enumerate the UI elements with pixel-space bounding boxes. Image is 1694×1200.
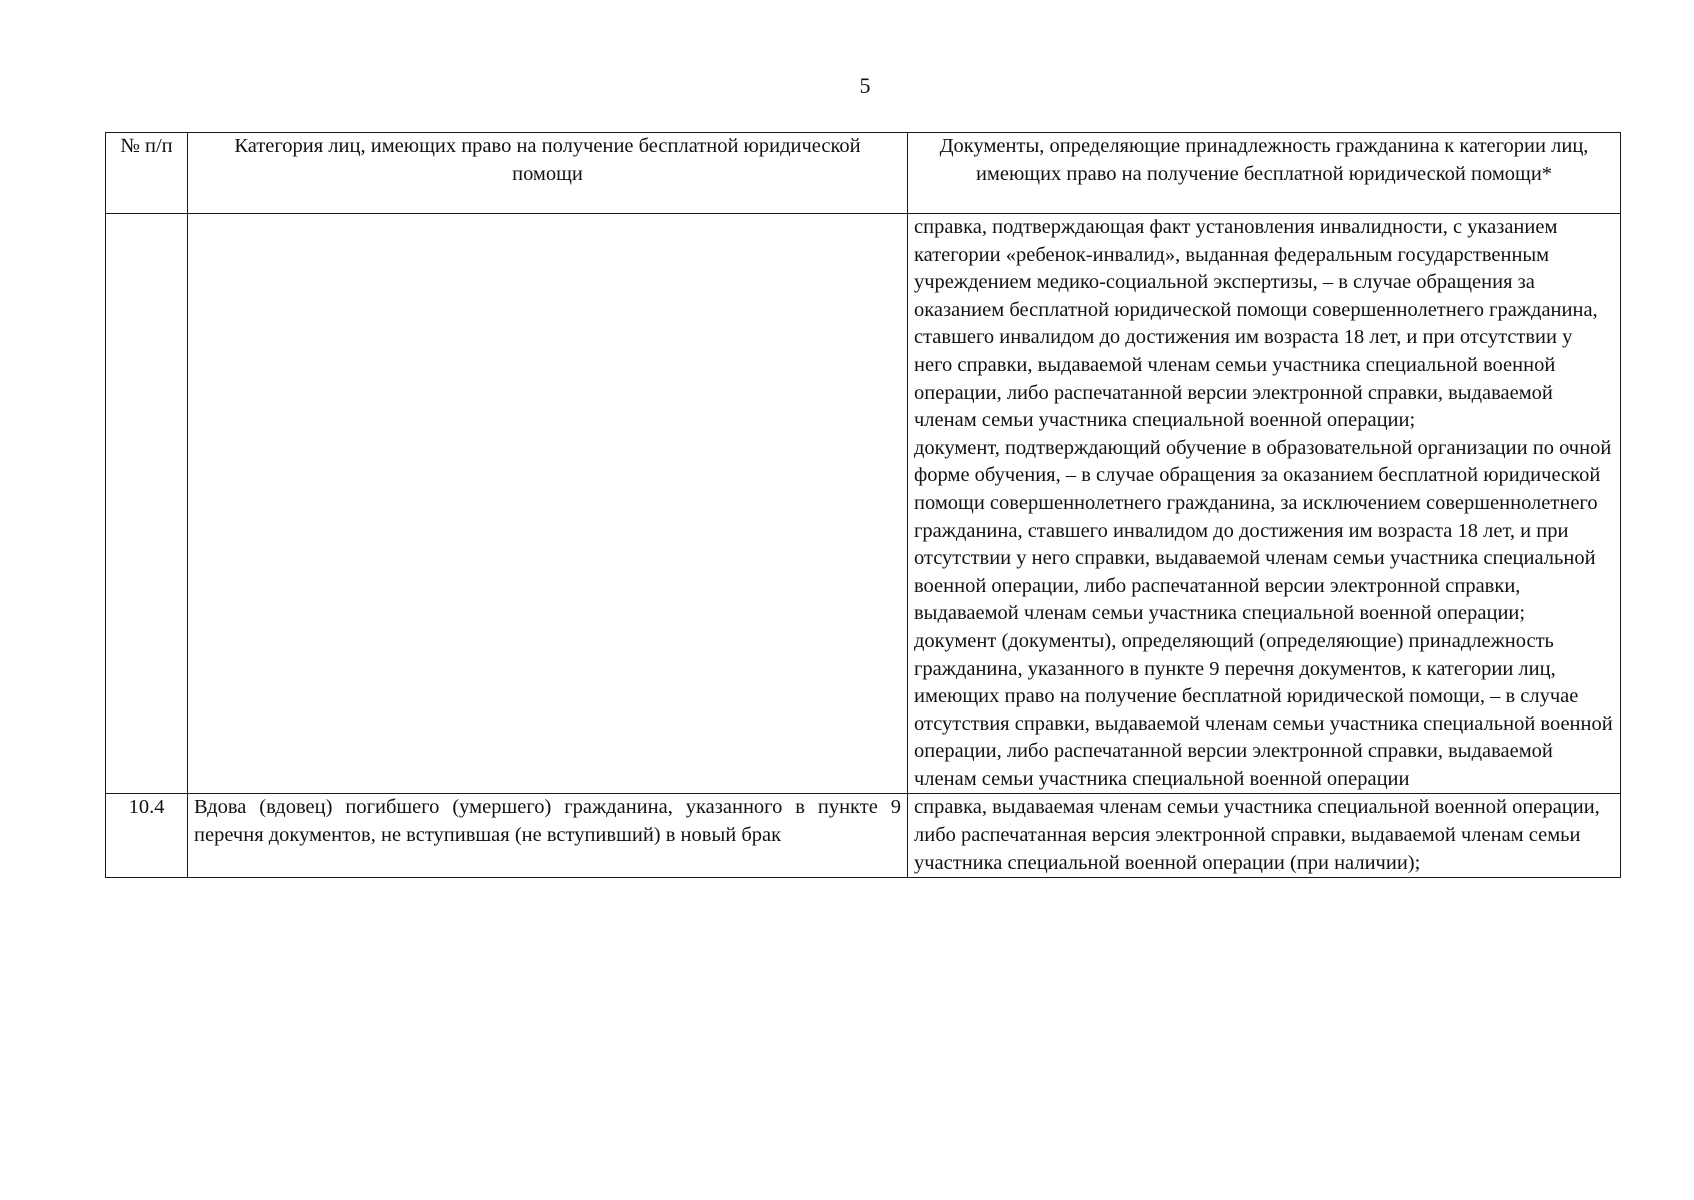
row-1-document-3: документ (документы), определяющий (определяющие) принадлежность гражданина, указанного в пункте 9 перечня документов, к категории лиц, имеющих право на получение бесплатной юридической помощи, – в случае отсутствия справки, выдаваемой членам семьи участника специальной военной операции, либо распечатанной версии электронной справки, выдаваемой членам семьи участника специальной военной операции [914,629,1613,790]
row-1-num [106,214,188,794]
header-num: № п/п [106,133,188,214]
row-2-category: Вдова (вдовец) погибшего (умершего) гражданина, указанного в пункте 9 перечня документов, не вступившая (не вступивший) в новый брак [188,794,908,878]
eligibility-table [105,132,1621,878]
row-1-category [188,214,908,794]
row-1-document-2: документ, подтверждающий обучение в образовательной организации по очной форме обучения, – в случае обращения за оказанием бесплатной юридической помощи совершеннолетнего гражданина, за исключением совершеннолетнего гражданина, ставшего инвалидом до достижения им возраста 18 лет, и при отсутствии у него справки, выдаваемой членам семьи участника специальной военной операции, либо распечатанной версии электронной справки, выдаваемой членам семьи участника специальной военной операции; [914,436,1612,625]
row-1-document-1: справка, подтверждающая факт установления инвалидности, с указанием категории «ребенок-инвалид», выданная федеральным государственным учреждением медико-социальной экспертизы, – в случае обращения за оказанием бесплатной юридической помощи совершеннолетнего гражданина, ставшего инвалидом до достижения им возраста 18 лет, и при отсутствии у него справки, выдаваемой членам семьи участника специальной военной операции, либо распечатанной версии электронной справки, выдаваемой членам семьи участника специальной военной операции; [914,216,1598,432]
table-header-row [106,133,1621,214]
header-documents: Документы, определяющие принадлежность гражданина к категории лиц, имеющих право на получение бесплатной юридической помощи* [908,133,1621,214]
page-number: 5 [859,73,871,98]
table-row [106,214,1621,794]
table-row [106,794,1621,878]
row-1-documents [908,214,1621,794]
row-2-documents [908,794,1621,878]
row-2-document-1: справка, выдаваемая членам семьи участника специальной военной операции, либо распечатанная версия электронной справки, выдаваемой членам семьи участника специальной военной операции (при наличии); [914,796,1600,874]
header-category: Категория лиц, имеющих право на получение бесплатной юридической помощи [188,133,908,214]
row-2-num: 10.4 [106,794,188,878]
